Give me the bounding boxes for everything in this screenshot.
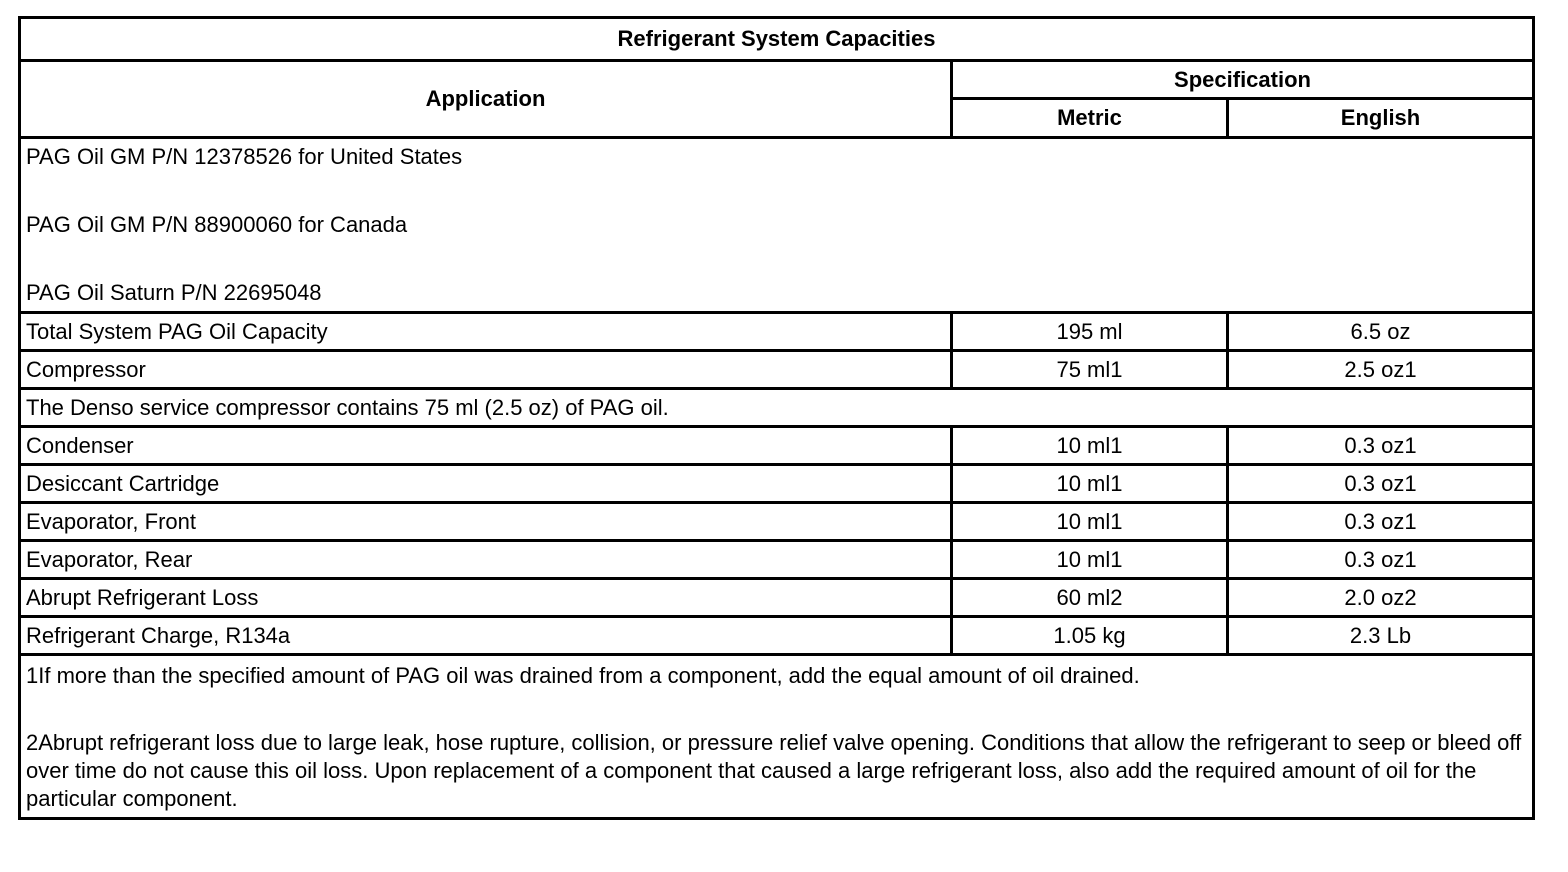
- row-metric: 10 ml1: [952, 465, 1228, 503]
- table-row: [20, 617, 1534, 655]
- title-row: [20, 18, 1534, 61]
- table-title: Refrigerant System Capacities: [20, 18, 1534, 61]
- denso-note: The Denso service compressor contains 75 ml (2.5 oz) of PAG oil.: [20, 389, 1534, 427]
- row-application: Evaporator, Rear: [20, 541, 952, 579]
- header-specification: Specification: [952, 61, 1534, 99]
- header-application: Application: [20, 61, 952, 138]
- header-row: [20, 61, 1534, 99]
- table-row: [20, 503, 1534, 541]
- table-row-note: [20, 389, 1534, 427]
- row-application: Total System PAG Oil Capacity: [20, 313, 952, 351]
- row-metric: 10 ml1: [952, 541, 1228, 579]
- table-row: [20, 579, 1534, 617]
- row-application: Refrigerant Charge, R134a: [20, 617, 952, 655]
- row-application: Desiccant Cartridge: [20, 465, 952, 503]
- row-english: 0.3 oz1: [1228, 503, 1534, 541]
- row-metric: 195 ml: [952, 313, 1228, 351]
- row-application: Condenser: [20, 427, 952, 465]
- row-application: Evaporator, Front: [20, 503, 952, 541]
- row-english: 0.3 oz1: [1228, 541, 1534, 579]
- pag-oil-row: [20, 138, 1534, 313]
- row-metric: 10 ml1: [952, 503, 1228, 541]
- pag-oil-cell: [20, 138, 1534, 313]
- row-english: 0.3 oz1: [1228, 465, 1534, 503]
- footnotes-cell: [20, 655, 1534, 819]
- row-metric: 60 ml2: [952, 579, 1228, 617]
- pag-oil-canada: PAG Oil GM P/N 88900060 for Canada: [26, 212, 408, 237]
- footnote-1: 1If more than the specified amount of PAG oil was drained from a component, add the equal amount of oil drained.: [26, 663, 1140, 688]
- pag-oil-us: PAG Oil GM P/N 12378526 for United States: [26, 144, 463, 169]
- table-row: [20, 541, 1534, 579]
- row-english: 2.0 oz2: [1228, 579, 1534, 617]
- header-english: English: [1228, 99, 1534, 138]
- row-application: Compressor: [20, 351, 952, 389]
- table-row: [20, 427, 1534, 465]
- pag-oil-saturn: PAG Oil Saturn P/N 22695048: [26, 280, 322, 305]
- table-row: [20, 465, 1534, 503]
- capacities-table-frame: [18, 16, 1532, 820]
- row-metric: 10 ml1: [952, 427, 1228, 465]
- row-english: 6.5 oz: [1228, 313, 1534, 351]
- row-application: Abrupt Refrigerant Loss: [20, 579, 952, 617]
- footnote-2: 2Abrupt refrigerant loss due to large leak, hose rupture, collision, or pressure relief valve opening. Conditions that allow the refrigerant to seep or bleed off over time do not cause this oil loss. Upon replacement of a component that caused a large refrigerant loss, also add the required amount of oil for the particular component.: [26, 730, 1522, 811]
- row-english: 2.3 Lb: [1228, 617, 1534, 655]
- refrigerant-capacities-table: [18, 16, 1535, 820]
- table-row: [20, 351, 1534, 389]
- row-english: 0.3 oz1: [1228, 427, 1534, 465]
- notes-row: [20, 655, 1534, 819]
- row-english: 2.5 oz1: [1228, 351, 1534, 389]
- row-metric: 1.05 kg: [952, 617, 1228, 655]
- table-row: [20, 313, 1534, 351]
- header-metric: Metric: [952, 99, 1228, 138]
- row-metric: 75 ml1: [952, 351, 1228, 389]
